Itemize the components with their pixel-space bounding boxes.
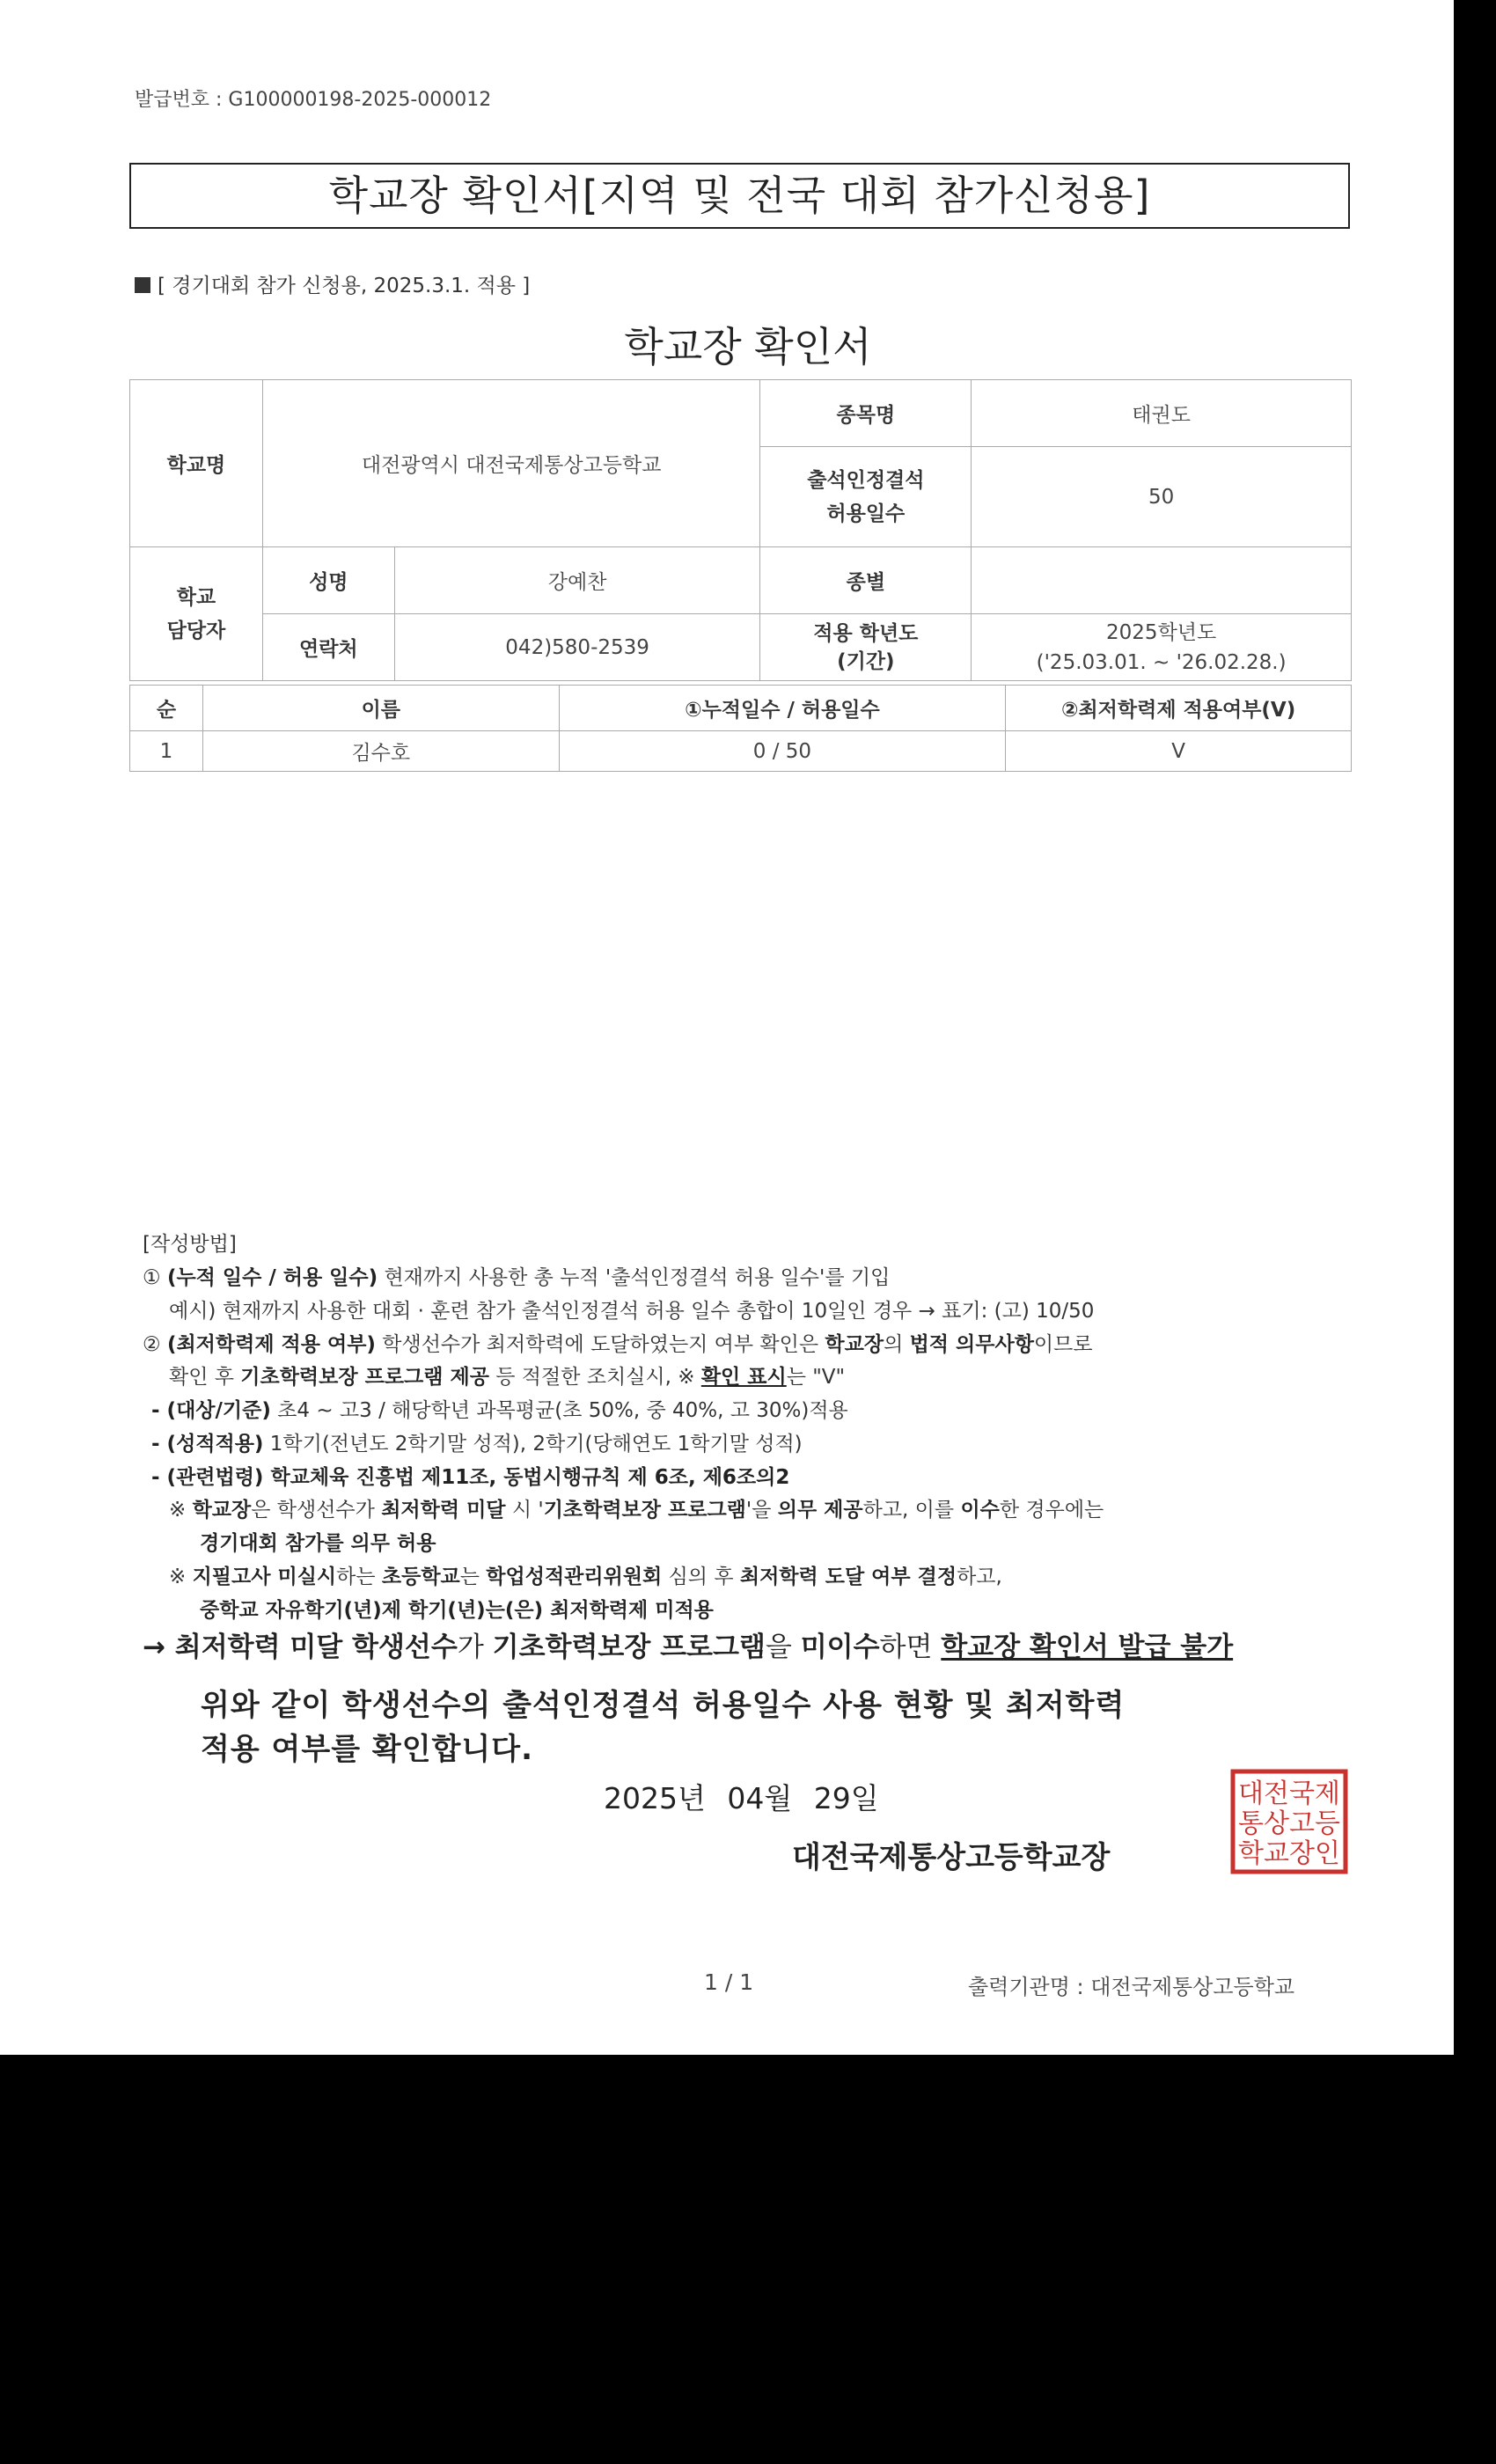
guide-line-10-d: 초등학교 (381, 1566, 460, 1588)
info-table (129, 379, 1352, 681)
header-name: 이름 (202, 686, 559, 731)
guide-line-4-b: 기초학력보장 프로그램 제공 (240, 1366, 489, 1389)
guide-line-1-bold: (누적 일수 / 허용 일수) (166, 1266, 378, 1289)
guide-line-10-h: 최저학력 도달 여부 결정 (739, 1566, 957, 1588)
school-year-value (972, 614, 1352, 681)
issue-date: 2025년 04월 29일 (604, 1781, 879, 1815)
guide-line-10-c: 하는 (336, 1566, 382, 1588)
school-year-label (760, 614, 972, 681)
guide-line-5 (151, 1394, 1383, 1423)
guide-line-8-k: 한 경우에는 (999, 1499, 1104, 1522)
manager-name: 강예찬 (394, 547, 760, 614)
guide-line-11-text: 중학교 자유학기(년)제 학기(년)는(은) 최저학력제 미적용 (200, 1599, 714, 1622)
guide-line-8 (169, 1493, 1401, 1522)
guide-line-5-bold: - (대상/기준) (151, 1399, 271, 1422)
row-applied: V (1006, 731, 1352, 772)
scope-label (135, 269, 530, 298)
guide-line-3-bold: (최저학력제 적용 여부) (166, 1333, 376, 1356)
guide-line-8-a: ※ (169, 1499, 193, 1522)
notice-f: 하면 (879, 1632, 942, 1663)
guide-line-8-c: 은 학생선수가 (251, 1499, 382, 1522)
school-year-line1: 2025학년도 (1106, 620, 1217, 644)
category-label: 종별 (760, 547, 972, 614)
school-year-line2: ('25.03.01. ~ '26.02.28.) (1036, 650, 1287, 674)
guide-line-4-d: 확인 표시 (700, 1366, 787, 1389)
name-label: 성명 (262, 547, 394, 614)
guide-line-10 (169, 1560, 1401, 1589)
guide-line-4-c: 등 적절한 조치실시, ※ (488, 1366, 701, 1389)
confirm-line-1: 위와 같이 학생선수의 출석인정결석 허용일수 사용 현황 및 최저학력 (201, 1688, 1126, 1723)
seal-line-1: 대전국제 (1238, 1778, 1340, 1809)
guide-line-8-g: '을 (745, 1499, 778, 1522)
circled-two: ② (143, 1333, 161, 1356)
guide-line-3-b: 학교장 (825, 1333, 884, 1356)
guide-line-8-j: 이수 (960, 1499, 1000, 1522)
school-year-label-line2: (기간) (837, 649, 895, 673)
contact-label: 연락처 (262, 614, 394, 681)
guide-line-4-a: 확인 후 (169, 1366, 241, 1389)
allowed-days-label-line2: 허용일수 (826, 502, 906, 525)
guide-line-10-i: 하고, (957, 1566, 1002, 1588)
notice-b: 가 (457, 1632, 493, 1663)
notice-line (143, 1624, 1233, 1664)
school-name: 대전광역시 대전국제통상고등학교 (262, 380, 760, 547)
sub-title: 학교장 확인서 (624, 323, 872, 370)
guide-line-7-text: 학교체육 진흥법 제11조, 동법시행규칙 제 6조, 제6조의2 (263, 1466, 790, 1489)
square-bullet-icon (135, 277, 150, 293)
manager-label-line1: 학교 (176, 585, 216, 609)
principal-name: 대전국제통상고등학교장 (792, 1840, 1111, 1875)
seal-line-3: 학교장인 (1238, 1838, 1340, 1869)
guide-line-3-e: 이므로 (1033, 1333, 1093, 1356)
allowed-days-label (760, 447, 972, 547)
notice-c: 기초학력보장 프로그램 (492, 1632, 766, 1663)
guide-line-8-b: 학교장 (192, 1499, 252, 1522)
seal-line-2: 통상고등 (1238, 1808, 1340, 1839)
guide-line-4-e: 는 "V" (786, 1366, 846, 1389)
guide-heading: [작성방법] (143, 1233, 237, 1256)
notice-d: 을 (765, 1632, 801, 1663)
notice-a: → 최저학력 미달 학생선수 (143, 1632, 458, 1663)
guide-line-10-f: 학업성적관리위원회 (486, 1566, 663, 1588)
print-organization: 출력기관명 : 대전국제통상고등학교 (968, 1975, 1295, 1999)
guide-line-10-b: 지필고사 미실시 (192, 1566, 337, 1588)
guide-line-8-i: 하고, 이를 (862, 1499, 961, 1522)
circled-one: ① (143, 1266, 161, 1289)
header-applied: ②최저학력제 적용여부(V) (1006, 686, 1352, 731)
guide-line-9-text: 경기대회 참가를 의무 허용 (200, 1532, 436, 1555)
school-name-label: 학교명 (130, 380, 263, 547)
guide-line-3-c: 의 (884, 1333, 910, 1356)
guide-line-10-a: ※ (169, 1566, 193, 1588)
guide-line-4 (169, 1360, 1401, 1390)
scope-text: [ 경기대회 참가 신청용, 2025.3.1. 적용 ] (158, 275, 531, 297)
header-days: ①누적일수 / 허용일수 (559, 686, 1006, 731)
guide-line-8-d: 최저학력 미달 (381, 1499, 506, 1522)
sport-value: 태권도 (972, 380, 1352, 447)
guide-line-6-bold: - (성적적용) (151, 1433, 264, 1456)
guide-line-3-d: 법적 의무사항 (909, 1333, 1034, 1356)
confirm-line-2: 적용 여부를 확인합니다. (201, 1732, 534, 1767)
guide-line-7 (151, 1461, 1383, 1490)
notice-e: 미이수 (800, 1632, 880, 1663)
guide-line-2: 예시) 현재까지 사용한 대회 · 훈련 참가 출석인정결석 허용 일수 총합이 10일인 경우 → 표기: (고) 10/50 (169, 1300, 1095, 1323)
sport-label: 종목명 (760, 380, 972, 447)
allowed-days-value: 50 (972, 447, 1352, 547)
guide-line-7-bold: - (관련법령) (151, 1466, 264, 1489)
school-year-label-line1: 적용 학년도 (813, 621, 919, 645)
category-value (972, 547, 1352, 614)
guide-line-10-e: 는 (459, 1566, 487, 1588)
guide-line-9 (200, 1527, 1432, 1556)
notice-g: 학교장 확인서 발급 불가 (941, 1632, 1234, 1663)
guide-line-1 (143, 1261, 1375, 1290)
table-row (130, 731, 1352, 772)
row-no: 1 (130, 731, 203, 772)
guide-line-6-text: 1학기(전년도 2학기말 성적), 2학기(당해연도 1학기말 성적) (263, 1433, 803, 1456)
allowed-days-label-line1: 출석인정결석 (807, 468, 925, 492)
issue-number: 발급번호 : G100000198-2025-000012 (135, 89, 492, 111)
contact-value: 042)580-2539 (394, 614, 760, 681)
guide-line-5-text: 초4 ~ 고3 / 해당학년 과목평균(초 50%, 중 40%, 고 30%)적용 (270, 1399, 848, 1422)
header-no: 순 (130, 686, 203, 731)
guide-line-6 (151, 1427, 1383, 1456)
manager-label-line2: 담당자 (166, 619, 226, 642)
student-table-header (130, 686, 1352, 731)
guide-line-3-a: 학생선수가 최저학력에 도달하였는지 여부 확인은 (375, 1333, 825, 1356)
school-seal-icon (1230, 1769, 1348, 1874)
guide-line-11 (200, 1594, 1432, 1623)
guide-line-1-text: 현재까지 사용한 총 누적 '출석인정결석 허용 일수'를 기입 (378, 1266, 891, 1289)
guide-line-10-g: 심의 후 (662, 1566, 740, 1588)
guide-line-3 (143, 1328, 1375, 1357)
row-days: 0 / 50 (559, 731, 1006, 772)
guide-line-8-h: 의무 제공 (777, 1499, 863, 1522)
row-name: 김수호 (202, 731, 559, 772)
page-number: 1 / 1 (704, 1969, 754, 1995)
guide-line-8-f: 기초학력보장 프로그램 (543, 1499, 746, 1522)
guide-line-8-e: 시 ' (505, 1499, 544, 1522)
main-title: 학교장 확인서[지역 및 전국 대회 참가신청용] (129, 163, 1350, 229)
student-table (129, 685, 1352, 772)
manager-label (130, 547, 263, 681)
